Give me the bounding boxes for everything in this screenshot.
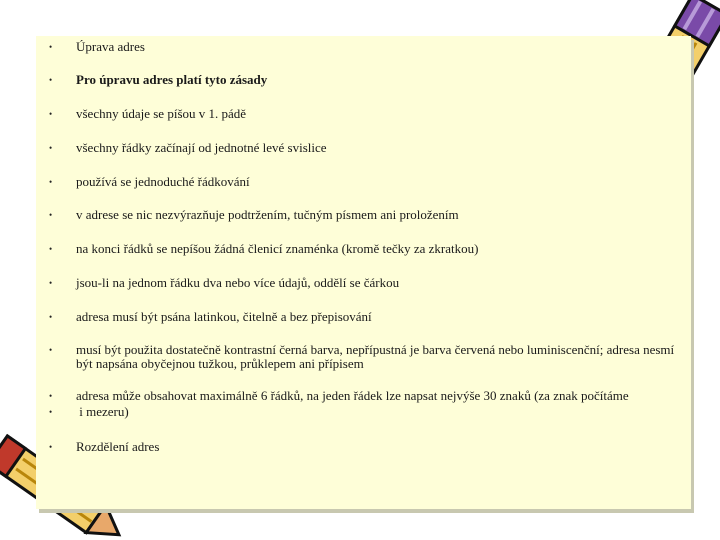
bullet-marker: • (49, 442, 53, 452)
slide-content-panel (36, 36, 691, 509)
bullet-marker: • (49, 42, 53, 52)
bullet-marker: • (49, 177, 53, 187)
bullet-marker: • (49, 312, 53, 322)
bullet-marker: • (49, 210, 53, 220)
list-item-text: jsou-li na jednom řádku dva nebo více údajů, oddělí se čárkou (76, 275, 400, 290)
list-item-text: adresa musí být psána latinkou, čitelně a bez přepisování (76, 309, 372, 324)
list-item-text: všechny řádky začínají od jednotné levé svislice (76, 140, 327, 155)
list-item-text: adresa může obsahovat maximálně 6 řádků, na jeden řádek lze napsat nejvýše 30 znaků (za znak počítáme (76, 388, 629, 403)
bullet-marker: • (49, 407, 53, 417)
list-item-text-bold: Pro úpravu adres platí tyto zásady (76, 72, 268, 87)
bullet-marker: • (49, 109, 53, 119)
list-item-text: používá se jednoduché řádkování (76, 174, 250, 189)
bullet-marker: • (49, 345, 53, 355)
bullet-marker: • (49, 391, 53, 401)
list-item-text: Rozdělení adres (76, 439, 160, 454)
list-item-text: musí být použita dostatečně kontrastní černá barva, nepřípustná je barva červená nebo luminiscenční; adresa nesmí být napsána obyčejnou tužkou, průklepem ani přípisem (76, 342, 675, 371)
list-item-text: v adrese se nic nezvýrazňuje podtržením, tučným písmem ani proložením (76, 207, 459, 222)
bullet-marker: • (49, 244, 53, 254)
list-item-text: na konci řádků se nepíšou žádná členicí znaménka (kromě tečky za zkratkou) (76, 241, 479, 256)
list-item-text: všechny údaje se píšou v 1. pádě (76, 106, 247, 121)
bullet-marker: • (49, 278, 53, 288)
list-item-text: Úprava adres (76, 39, 145, 54)
list-item-text: i mezeru) (76, 404, 129, 419)
bullet-marker: • (49, 75, 53, 85)
bullet-marker: • (49, 143, 53, 153)
